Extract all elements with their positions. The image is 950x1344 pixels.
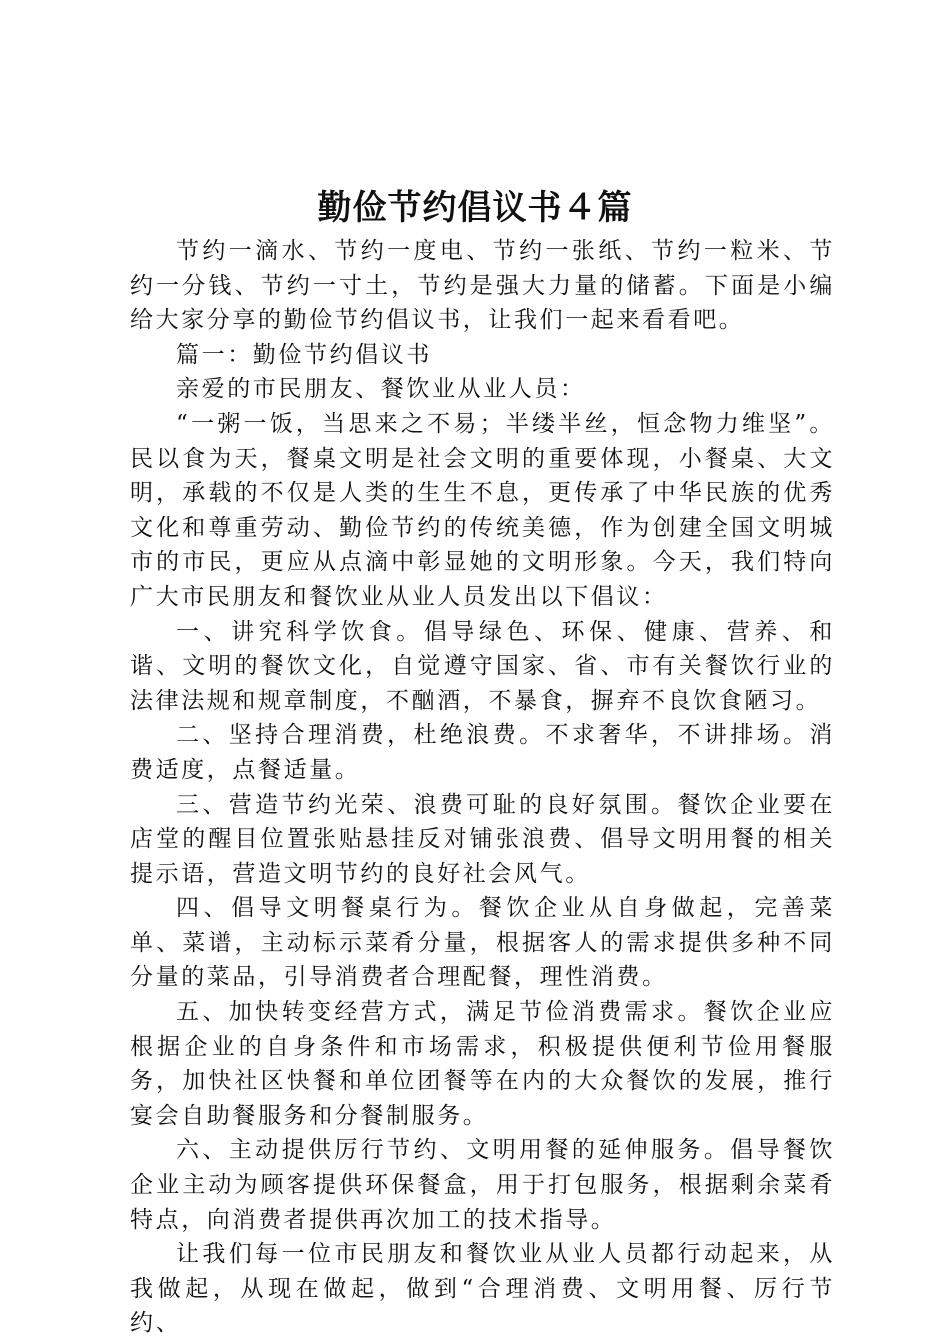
proposal-item-3: 三、营造节约光荣、浪费可耻的良好氛围。餐饮企业要在店堂的醒目位置张贴悬挂反对铺张浪费、倡导文明用餐的相关提示语，营造文明节约的良好社会风气。 [130,791,835,887]
document-title: 勤俭节约倡议书４篇 [317,188,633,228]
proposal-item-1: 一、讲究科学饮食。倡导绿色、环保、健康、营养、和谐、文明的餐饮文化，自觉遵守国家、省、市有关餐饮行业的法律法规和规章制度，不酗酒，不暴食，摒弃不良饮食陋习。 [130,618,835,714]
proposal-item-4: 四、倡导文明餐桌行为。餐饮企业从自身做起，完善菜单、菜谱，主动标示菜肴分量，根据客人的需求提供多种不同分量的菜品，引导消费者合理配餐，理性消费。 [130,895,835,991]
proposal-item-6: 六、主动提供厉行节约、文明用餐的延伸服务。倡导餐饮企业主动为顾客提供环保餐盒，用于打包服务，根据剩余菜肴特点，向消费者提供再次加工的技术指导。 [130,1137,835,1233]
closing-paragraph: 让我们每一位市民朋友和餐饮业从业人员都行动起来，从我做起，从现在做起，做到“合理消费、文明用餐、厉行节约、 [130,1241,835,1337]
section-heading: 篇一：勤俭节约倡议书 [176,341,432,368]
salutation: 亲爱的市民朋友、餐饮业从业人员： [176,376,586,403]
proposal-item-2: 二、坚持合理消费，杜绝浪费。不求奢华，不讲排场。消费适度，点餐适量。 [130,722,835,783]
proposal-item-5: 五、加快转变经营方式，满足节俭消费需求。餐饮企业应根据企业的自身条件和市场需求，积极提供便利节俭用餐服务，加快社区快餐和单位团餐等在内的大众餐饮的发展，推行宴会自助餐服务和分餐制服务。 [130,999,835,1129]
body-paragraph: “一粥一饭，当思来之不易；半缕半丝，恒念物力维坚”。民以食为天，餐桌文明是社会文明的重要体现，小餐桌、大文明，承载的不仅是人类的生生不息，更传承了中华民族的优秀文化和尊重劳动、勤俭节约的传统美德，作为创建全国文明城市的市民，更应从点滴中彰显她的文明形象。今天，我们特向广大市民朋友和餐饮业从业人员发出以下倡议： [130,410,835,610]
document-body [130,234,835,1341]
intro-paragraph: 节约一滴水、节约一度电、节约一张纸、节约一粒米、节约一分钱、节约一寸土，节约是强大力量的储蓄。下面是小编给大家分享的勤俭节约倡议书，让我们一起来看看吧。 [130,238,835,334]
